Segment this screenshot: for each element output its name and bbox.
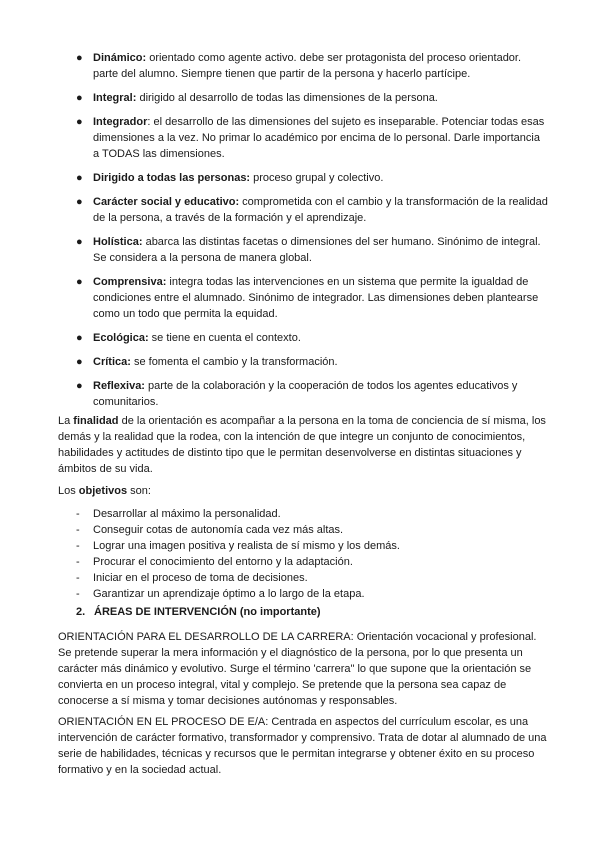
feature-text: proceso grupal y colectivo.: [250, 172, 384, 184]
bullet-icon: ●: [76, 196, 83, 208]
list-item: [58, 522, 548, 538]
feature-text: se tiene en cuenta el contexto.: [148, 332, 301, 344]
feature-term: Dirigido a todas las personas:: [93, 172, 251, 184]
list-item: [58, 114, 548, 162]
feature-term: Carácter social y educativo:: [93, 196, 240, 208]
list-item: [58, 570, 548, 586]
bullet-icon: ●: [76, 276, 83, 288]
feature-term: Holística:: [93, 236, 143, 248]
objetivos-term: objetivos: [78, 485, 128, 497]
dash-marker: -: [76, 556, 80, 568]
objetivos-post: son:: [127, 485, 151, 497]
objetivo-text: Iniciar en el proceso de toma de decisiones.: [93, 572, 308, 584]
bullet-icon: ●: [76, 236, 83, 248]
list-item: [58, 170, 548, 186]
feature-term: Integrador: [93, 116, 148, 128]
bullet-icon: ●: [76, 356, 83, 368]
objetivo-text: Garantizar un aprendizaje óptimo a lo largo de la etapa.: [93, 588, 365, 600]
feature-text: : el desarrollo de las dimensiones del sujeto es inseparable. Potenciar todas esas dimensiones a la vez. No primar lo académico por encima de lo personal. Darle importancia a TODAS las dimensiones.: [93, 116, 545, 160]
feature-term: Dinámico:: [93, 52, 147, 64]
objetivos-intro: [58, 483, 548, 499]
bullet-icon: ●: [76, 380, 83, 392]
dash-marker: -: [76, 524, 80, 536]
feature-text: se fomenta el cambio y la transformación.: [130, 356, 338, 368]
feature-term: Comprensiva:: [93, 276, 167, 288]
section-heading: [76, 604, 321, 620]
list-item: [58, 274, 548, 322]
dash-marker: -: [76, 588, 80, 600]
list-item: [58, 90, 548, 106]
feature-text: dirigido al desarrollo de todas las dimensiones de la persona.: [136, 92, 438, 104]
objetivos-list: [58, 506, 548, 602]
list-item: [58, 506, 548, 522]
finalidad-term: finalidad: [73, 415, 119, 427]
bullet-icon: ●: [76, 116, 83, 128]
bullet-icon: ●: [76, 52, 83, 64]
list-item: [58, 330, 548, 346]
area-paragraph-ea: ORIENTACIÓN EN EL PROCESO DE E/A: Centrada en aspectos del currículum escolar, es una intervención de carácter formativo, transformador y comprensivo. Trata de dotar al alumnado de una serie de habilidades, técnicas y recursos que le permitan integrarse y obtener éxito en su proceso formativo y en la sociedad actual.: [58, 716, 547, 776]
list-item: [58, 538, 548, 554]
bullet-icon: ●: [76, 92, 83, 104]
feature-text: comprometida con el cambio y la transformación de la realidad de la persona, a través de la formación y el aprendizaje.: [93, 196, 548, 224]
feature-term: Crítica:: [93, 356, 131, 368]
objetivo-text: Lograr una imagen positiva y realista de sí mismo y los demás.: [93, 540, 400, 552]
feature-term: Integral:: [93, 92, 137, 104]
area-paragraph-carrera: ORIENTACIÓN PARA EL DESARROLLO DE LA CARRERA: Orientación vocacional y profesional. Se pretende superar la mera información y el diagnóstico de la persona, por lo que presenta un carácter más dinámico y evolutivo. Surge el término 'carrera" lo que supone que la orientación se convierta en un proceso integral, vital y complejo. Se pretende que la persona sea capaz de conocerse a sí misma y tomar decisiones autónomas y responsables.: [58, 631, 537, 707]
section-number: 2.: [76, 606, 86, 618]
finalidad-paragraph: [58, 413, 548, 477]
list-item: [58, 378, 548, 410]
objetivo-text: Desarrollar al máximo la personalidad.: [93, 508, 281, 520]
objetivo-text: Procurar el conocimiento del entorno y la adaptación.: [93, 556, 353, 568]
objetivo-text: Conseguir cotas de autonomía cada vez más altas.: [93, 524, 344, 536]
feature-text: parte de la colaboración y la cooperación de todos los agentes educativos y comunitarios.: [93, 380, 518, 408]
features-list: [58, 50, 548, 418]
section-title: ÁREAS DE INTERVENCIÓN (no importante): [94, 606, 321, 618]
bullet-icon: ●: [76, 172, 83, 184]
list-item: [58, 234, 548, 266]
list-item: [58, 194, 548, 226]
feature-text: integra todas las intervenciones en un sistema que permite la igualdad de condiciones entre el alumnado. Sinónimo de integrador. Las dimensiones deben plantearse como un todo que permita la equidad.: [93, 276, 539, 320]
bullet-icon: ●: [76, 332, 83, 344]
dash-marker: -: [76, 572, 80, 584]
dash-marker: -: [76, 540, 80, 552]
dash-marker: -: [76, 508, 80, 520]
list-item: [58, 50, 548, 82]
finalidad-text: de la orientación es acompañar a la persona en la toma de conciencia de sí misma, los demás y la realidad que la rodea, con la intención de que integre un conjunto de conocimientos, habilidades y actitudes de distinto tipo que le permitan desenvolverse en distintas situaciones y ámbitos de su vida.: [58, 415, 546, 475]
feature-text: abarca las distintas facetas o dimensiones del ser humano. Sinónimo de integral. Se considera a la persona de manera global.: [93, 236, 541, 264]
objetivos-pre: Los: [58, 485, 79, 497]
feature-text: orientado como agente activo. debe ser protagonista del proceso orientador. parte del alumno. Siempre tienen que partir de la persona y hacerlo partícipe.: [93, 52, 522, 80]
feature-term: Reflexiva:: [93, 380, 145, 392]
finalidad-pre: La: [58, 415, 74, 427]
list-item: [58, 586, 548, 602]
list-item: [58, 554, 548, 570]
list-item: [58, 354, 548, 370]
feature-term: Ecológica:: [93, 332, 149, 344]
